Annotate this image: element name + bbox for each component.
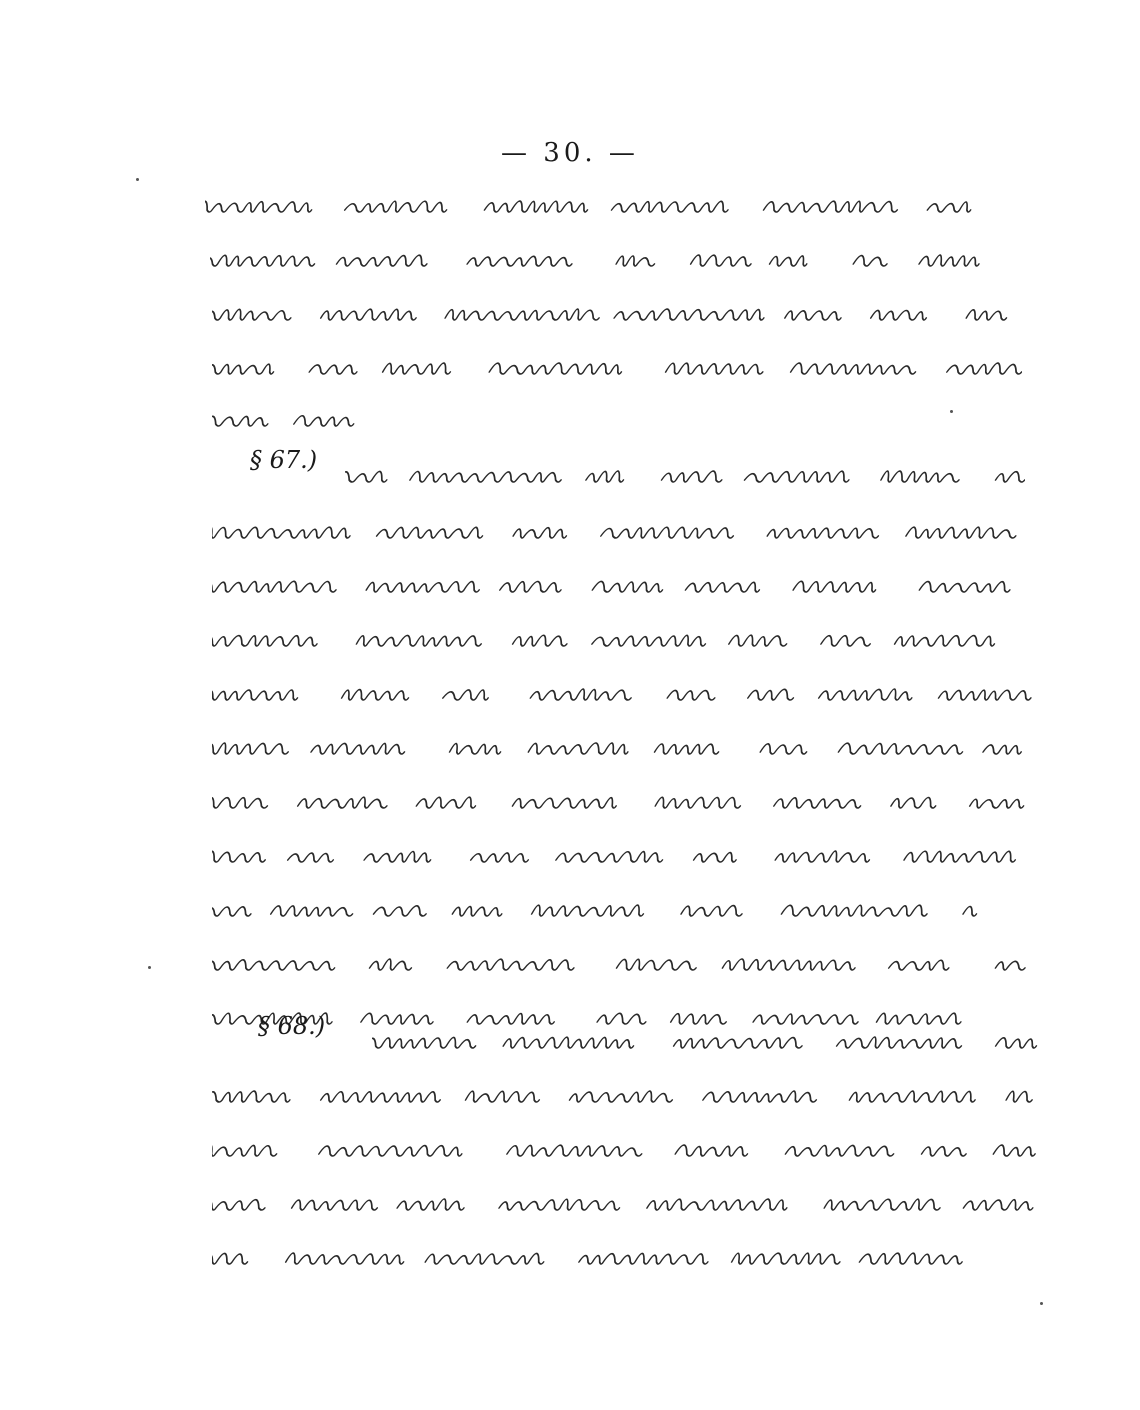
handwritten-word [270, 906, 355, 916]
handwritten-word [824, 1199, 943, 1210]
handwritten-line [372, 1022, 1052, 1062]
handwritten-word [212, 1145, 279, 1156]
handwritten-word [592, 581, 665, 592]
handwritten-line [212, 1184, 1042, 1224]
handwritten-word [555, 852, 665, 862]
handwritten-word [212, 798, 270, 808]
handwritten-word [309, 365, 359, 374]
handwritten-line [212, 782, 1032, 822]
handwritten-word [963, 1200, 1036, 1210]
handwritten-word [285, 1253, 406, 1264]
handwritten-word [853, 256, 890, 266]
handwritten-word [452, 907, 504, 916]
handwritten-word [966, 310, 1009, 320]
handwritten-word [995, 472, 1025, 482]
handwritten-word [890, 798, 938, 809]
handwritten-word [614, 309, 767, 320]
handwritten-word [416, 797, 479, 808]
handwritten-word [569, 1091, 675, 1102]
handwritten-word [702, 1091, 819, 1102]
handwritten-word [578, 1253, 710, 1264]
handwritten-word [297, 797, 390, 808]
handwritten-word [530, 689, 634, 700]
handwritten-word [585, 471, 626, 482]
handwritten-word [445, 309, 602, 320]
handwritten-word [212, 960, 337, 970]
handwritten-word [528, 743, 631, 754]
handwritten-word [600, 527, 736, 538]
handwritten-line [212, 1130, 1042, 1170]
speck-mark [136, 178, 139, 181]
handwritten-word [512, 635, 570, 646]
handwritten-word [470, 853, 530, 862]
handwritten-word [773, 798, 863, 808]
handwritten-word [364, 852, 434, 863]
handwritten-word [722, 959, 858, 970]
handwritten-word [993, 1145, 1038, 1156]
handwritten-word [409, 472, 563, 483]
handwritten-word [489, 363, 625, 374]
handwritten-word [397, 1199, 467, 1210]
handwritten-word [673, 1038, 805, 1048]
handwritten-word [838, 743, 965, 754]
handwritten-word [859, 1253, 965, 1264]
handwritten-word [744, 471, 852, 482]
handwritten-word [212, 851, 268, 862]
handwritten-word [680, 906, 744, 916]
handwritten-word [611, 201, 731, 212]
handwritten-word [373, 906, 429, 916]
handwritten-word [513, 528, 569, 538]
handwritten-word [212, 581, 339, 592]
handwritten-word [969, 799, 1026, 808]
handwritten-line [212, 836, 1032, 876]
handwritten-line [205, 186, 985, 226]
handwritten-line [212, 944, 1032, 984]
handwritten-word [616, 256, 657, 266]
handwritten-word [962, 907, 978, 917]
handwritten-line [345, 456, 1025, 496]
handwritten-word [921, 1147, 968, 1156]
handwritten-word [731, 1253, 843, 1264]
handwritten-word [995, 1038, 1039, 1048]
handwritten-word [212, 690, 300, 700]
handwritten-word [293, 416, 356, 426]
handwritten-word [982, 745, 1023, 754]
handwritten-line [212, 620, 1032, 660]
handwritten-word [728, 635, 789, 646]
handwritten-word [784, 311, 843, 320]
handwritten-word [320, 1092, 443, 1102]
handwritten-word [665, 363, 766, 374]
handwritten-word [790, 363, 918, 374]
handwritten-word [318, 1146, 464, 1156]
handwritten-word [818, 689, 914, 700]
handwritten-word [918, 255, 981, 266]
handwritten-line [212, 1238, 972, 1278]
paragraph-marker-67: § 67.) [250, 446, 318, 474]
handwritten-line [212, 674, 1032, 714]
handwritten-word [425, 1253, 547, 1264]
handwritten-word [382, 363, 453, 374]
handwritten-word [654, 744, 721, 754]
handwritten-word [675, 1145, 751, 1156]
handwritten-word [1006, 1091, 1035, 1102]
handwritten-word [376, 527, 485, 538]
handwritten-word [503, 1037, 637, 1048]
handwritten-word [938, 690, 1032, 700]
handwritten-word [372, 1037, 478, 1048]
handwritten-word [341, 690, 411, 700]
handwritten-word [661, 471, 725, 482]
handwritten-word [356, 635, 484, 646]
handwritten-word [291, 1200, 380, 1210]
handwritten-word [894, 635, 997, 646]
handwritten-word [769, 256, 809, 266]
handwritten-word [310, 743, 407, 754]
handwritten-word [212, 907, 253, 916]
handwritten-word [775, 851, 873, 862]
handwritten-word [655, 797, 743, 808]
handwritten-word [212, 527, 353, 538]
handwritten-word [880, 471, 961, 482]
handwritten-word [785, 1145, 896, 1156]
handwritten-word [465, 1091, 542, 1102]
handwritten-word [512, 798, 619, 808]
handwritten-word [531, 905, 646, 916]
handwritten-line [212, 512, 1032, 552]
paragraph-marker-68: § 68.) [258, 1012, 326, 1040]
handwritten-word [820, 636, 872, 646]
handwritten-word [506, 1145, 644, 1156]
handwritten-word [366, 582, 482, 592]
handwritten-word [212, 416, 270, 426]
handwritten-word [447, 959, 577, 970]
handwritten-word [369, 959, 414, 970]
handwritten-word [591, 635, 708, 646]
handwritten-word [836, 1037, 964, 1048]
handwritten-word [849, 1091, 978, 1102]
handwritten-word [760, 744, 809, 754]
handwritten-word [498, 1199, 622, 1210]
handwritten-word [212, 1253, 250, 1264]
handwritten-word [690, 255, 754, 266]
handwritten-line [212, 728, 1032, 768]
handwritten-word [212, 743, 291, 754]
handwritten-line [212, 348, 1022, 388]
handwritten-word [781, 905, 930, 916]
handwritten-line [212, 566, 1032, 606]
handwritten-line [212, 294, 1022, 334]
handwritten-word [212, 1200, 268, 1210]
handwritten-line [212, 400, 412, 440]
handwritten-word [210, 255, 317, 266]
page-number: — 30. — [501, 138, 639, 168]
handwritten-word [344, 201, 449, 212]
handwritten-word [484, 201, 590, 212]
handwritten-line [212, 1076, 1042, 1116]
handwritten-word [767, 528, 881, 538]
handwritten-line [210, 240, 1020, 280]
handwritten-word [763, 201, 900, 212]
handwritten-word [793, 581, 879, 592]
handwritten-word [919, 582, 1013, 592]
handwritten-word [685, 582, 762, 592]
handwritten-word [320, 309, 419, 320]
handwritten-line [212, 890, 992, 930]
handwritten-word [747, 689, 796, 700]
handwritten-word [212, 636, 320, 646]
handwritten-word [667, 690, 718, 700]
speck-mark [1040, 1302, 1043, 1305]
handwritten-word [946, 363, 1022, 374]
handwritten-word [995, 961, 1027, 970]
handwritten-word [616, 959, 699, 970]
handwritten-word [888, 960, 951, 970]
handwritten-word [693, 853, 738, 862]
handwritten-word [212, 309, 294, 320]
handwritten-word [205, 201, 314, 212]
handwritten-word [287, 853, 335, 862]
handwritten-word [449, 744, 503, 754]
handwritten-word [646, 1199, 789, 1210]
handwritten-word [442, 690, 490, 700]
handwritten-word [212, 1091, 293, 1102]
handwritten-word [345, 471, 389, 482]
handwritten-word [499, 582, 563, 593]
handwritten-word [212, 364, 276, 374]
speck-mark [950, 410, 953, 413]
handwritten-word [905, 527, 1018, 538]
speck-mark [148, 966, 151, 969]
handwritten-word [467, 256, 575, 266]
handwritten-word [903, 851, 1018, 862]
handwritten-word [870, 310, 929, 320]
handwritten-word [336, 255, 430, 266]
handwritten-word [927, 202, 973, 212]
